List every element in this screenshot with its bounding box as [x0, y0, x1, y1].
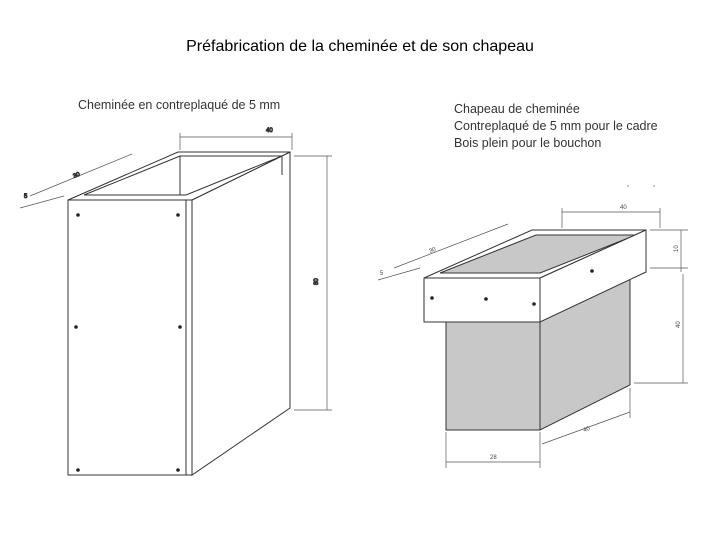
- screw-dot: [430, 296, 434, 300]
- cap-dim-top-width: 40: [620, 205, 627, 211]
- screw-dot: [178, 325, 182, 329]
- screw-dot: [590, 269, 594, 273]
- screw-dot: [76, 468, 80, 472]
- chimney-dim-height: 80: [314, 278, 320, 285]
- cap-caption-line-1: Chapeau de cheminée: [454, 102, 580, 116]
- chimney-side-panel: [192, 152, 290, 475]
- chimney-front-panel: [68, 200, 192, 475]
- chimney-dim-depth: 30: [72, 171, 81, 180]
- chimney-dim-width: 40: [266, 128, 273, 134]
- screw-dot: [484, 297, 488, 301]
- screw-dot: [176, 213, 180, 217]
- screw-dot: [74, 325, 78, 329]
- cap-dim-bottom-depth: 28: [490, 455, 497, 461]
- cap-dim-top-depth: 30: [428, 246, 437, 255]
- slide-title: Préfabrication de la cheminée et de son chapeau: [186, 38, 534, 55]
- chimney-drawing: [20, 128, 332, 475]
- cap-dim-thickness: 5: [380, 271, 384, 277]
- screw-dot: [532, 302, 536, 306]
- chimney-caption: Cheminée en contreplaqué de 5 mm: [78, 98, 281, 112]
- cap-caption-line-2: Contreplaqué de 5 mm pour le cadre: [454, 119, 658, 133]
- cap-caption-line-3: Bois plein pour le bouchon: [454, 136, 602, 150]
- cap-dim-bottom-width: 40: [582, 425, 591, 434]
- cap-drawing: [378, 186, 688, 468]
- screw-dot: [176, 468, 180, 472]
- cap-dim-frame-height: 10: [674, 245, 680, 252]
- dim-line: [378, 268, 420, 280]
- cap-frame-front: [424, 278, 540, 322]
- screw-dot: [76, 213, 80, 217]
- cap-dim-plug-height: 40: [676, 321, 682, 328]
- chimney-dim-thickness: 5: [24, 194, 28, 200]
- cap-plug-front: [446, 322, 540, 430]
